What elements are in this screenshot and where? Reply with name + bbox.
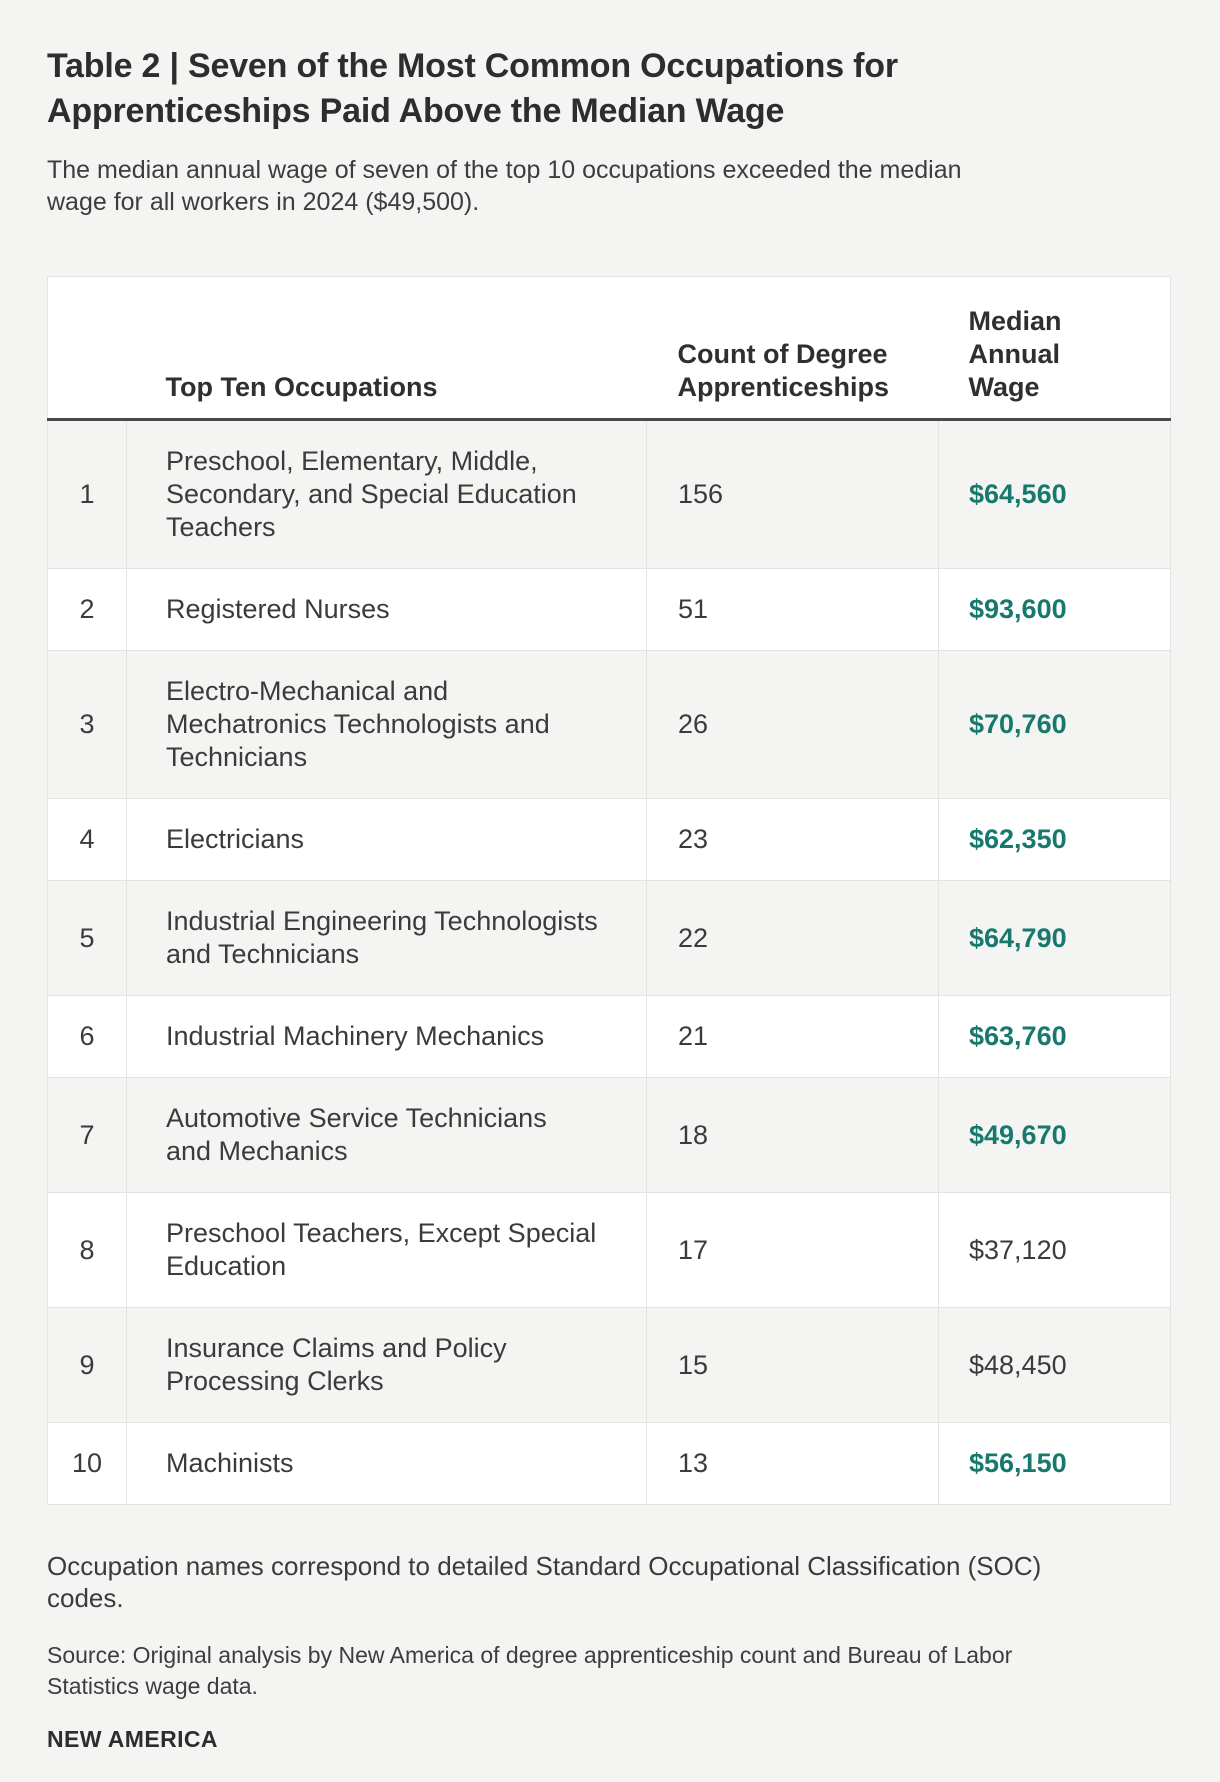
wage-cell: $64,790 <box>939 881 1171 996</box>
wage-cell: $56,150 <box>939 1423 1171 1505</box>
rank-cell: 10 <box>48 1423 127 1505</box>
wage-cell: $93,600 <box>939 569 1171 651</box>
table-row <box>48 1423 1171 1505</box>
occupation-cell: Electricians <box>127 799 647 881</box>
occupation-cell: Preschool, Elementary, Middle, Secondary, and Special Education Teachers <box>127 420 647 569</box>
count-cell: 21 <box>647 996 939 1078</box>
page-subtitle-line-2: wage for all workers in 2024 ($49,500). <box>47 188 480 216</box>
count-cell: 156 <box>647 420 939 569</box>
source-note <box>47 1640 1047 1702</box>
count-cell: 51 <box>647 569 939 651</box>
table-row <box>48 420 1171 569</box>
rank-cell: 3 <box>48 651 127 799</box>
wage-cell: $48,450 <box>939 1308 1171 1423</box>
table-row <box>48 881 1171 996</box>
occupations-table <box>47 276 1171 1505</box>
wage-cell: $62,350 <box>939 799 1171 881</box>
rank-cell: 6 <box>48 996 127 1078</box>
count-cell: 23 <box>647 799 939 881</box>
count-cell: 13 <box>647 1423 939 1505</box>
occupation-cell: Preschool Teachers, Except Special Education <box>127 1193 647 1308</box>
occupation-cell: Registered Nurses <box>127 569 647 651</box>
wage-cell: $49,670 <box>939 1078 1171 1193</box>
footnote-line-1: Occupation names correspond to detailed Standard Occupational Classification (SOC) <box>47 1551 1042 1581</box>
table-row <box>48 569 1171 651</box>
page-subtitle <box>47 154 1173 218</box>
rank-cell: 4 <box>48 799 127 881</box>
rank-cell: 5 <box>48 881 127 996</box>
footnote-line-2: codes. <box>47 1583 124 1613</box>
table-row <box>48 1308 1171 1423</box>
column-header-occupations: Top Ten Occupations <box>127 277 647 420</box>
occupation-cell: Industrial Engineering Technologists and Technicians <box>127 881 647 996</box>
table-row <box>48 1078 1171 1193</box>
occupation-cell: Automotive Service Technicians and Mechanics <box>127 1078 647 1193</box>
rank-cell: 8 <box>48 1193 127 1308</box>
rank-cell: 1 <box>48 420 127 569</box>
page-title <box>47 44 1173 134</box>
table-row <box>48 799 1171 881</box>
page-title-line-1: Table 2 | Seven of the Most Common Occupations for <box>47 47 898 85</box>
table-row <box>48 651 1171 799</box>
column-header-wage: Median Annual Wage <box>939 277 1171 420</box>
column-header-count: Count of Degree Apprenticeships <box>647 277 939 420</box>
occupation-cell: Electro-Mechanical and Mechatronics Technologists and Technicians <box>127 651 647 799</box>
count-cell: 15 <box>647 1308 939 1423</box>
occupation-cell: Machinists <box>127 1423 647 1505</box>
rank-cell: 2 <box>48 569 127 651</box>
wage-cell: $70,760 <box>939 651 1171 799</box>
brand-logo: NEW AMERICA <box>47 1726 218 1752</box>
footnote <box>47 1550 1077 1614</box>
page-title-line-2: Apprenticeships Paid Above the Median Wage <box>47 92 785 130</box>
count-cell: 26 <box>647 651 939 799</box>
source-line-2: Statistics wage data. <box>47 1673 258 1699</box>
wage-cell: $64,560 <box>939 420 1171 569</box>
table-header-row <box>48 277 1171 420</box>
table-row <box>48 996 1171 1078</box>
page-subtitle-line-1: The median annual wage of seven of the top 10 occupations exceeded the median <box>47 156 962 184</box>
count-cell: 22 <box>647 881 939 996</box>
count-cell: 18 <box>647 1078 939 1193</box>
count-cell: 17 <box>647 1193 939 1308</box>
table-row <box>48 1193 1171 1308</box>
rank-cell: 9 <box>48 1308 127 1423</box>
occupation-cell: Insurance Claims and Policy Processing Clerks <box>127 1308 647 1423</box>
wage-cell: $37,120 <box>939 1193 1171 1308</box>
rank-cell: 7 <box>48 1078 127 1193</box>
occupation-cell: Industrial Machinery Mechanics <box>127 996 647 1078</box>
wage-cell: $63,760 <box>939 996 1171 1078</box>
column-header-rank <box>48 277 127 420</box>
source-line-1: Source: Original analysis by New America of degree apprenticeship count and Bureau of Labor <box>47 1642 1013 1668</box>
